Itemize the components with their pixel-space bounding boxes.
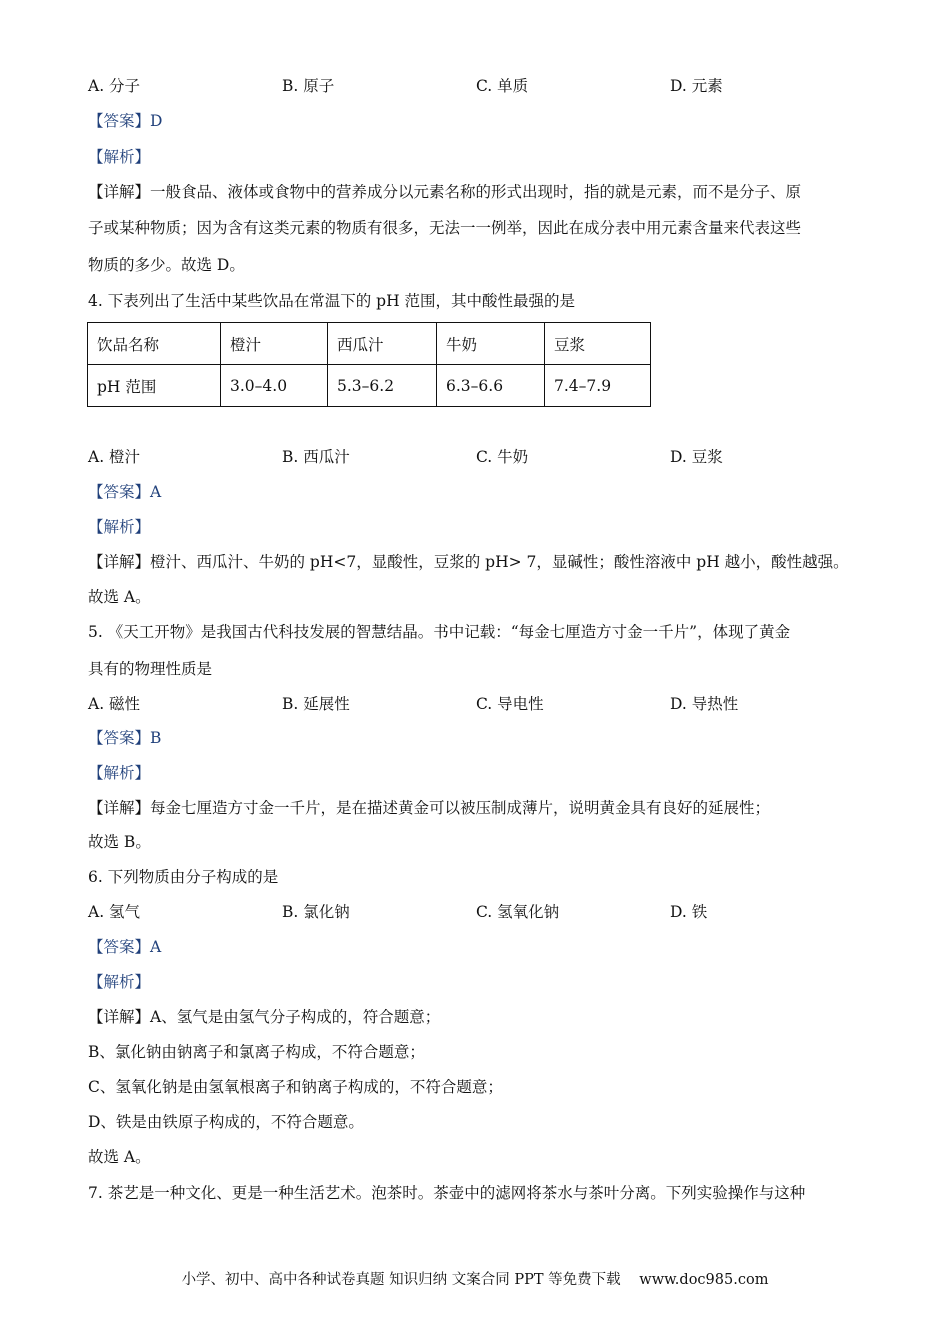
table-cell: pH 范围 — [88, 365, 221, 407]
table-cell: 西瓜汁 — [328, 323, 437, 365]
q5-option-c: C. 导电性 — [476, 695, 544, 713]
table-cell: 6.3–6.6 — [437, 365, 545, 407]
q4-option-a: A. 橙汁 — [88, 448, 141, 466]
q5-question-line: 5. 《天工开物》是我国古代科技发展的智慧结晶。书中记载：“每金七厘造方寸金一千片”，体现了黄金 — [88, 623, 791, 641]
q6-detail-line: 故选 A。 — [88, 1148, 151, 1166]
q3-analysis-label: 【解析】 — [88, 148, 151, 166]
q6-option-d: D. 铁 — [670, 903, 708, 921]
q4-analysis-label: 【解析】 — [88, 518, 151, 536]
q3-detail-line: 子或某种物质；因为含有这类元素的物质有很多，无法一一例举，因此在成分表中用元素含量来代表这些 — [88, 219, 802, 237]
q5-question-line: 具有的物理性质是 — [88, 660, 213, 678]
q5-option-d: D. 导热性 — [670, 695, 739, 713]
table-cell: 豆浆 — [545, 323, 651, 365]
ph-table — [87, 322, 651, 407]
q4-option-d: D. 豆浆 — [670, 448, 723, 466]
q5-detail-line: 故选 B。 — [88, 833, 151, 851]
q6-answer: 【答案】A — [88, 938, 162, 956]
q3-option-a: A. 分子 — [88, 77, 141, 95]
table-cell: 7.4–7.9 — [545, 365, 651, 407]
q6-option-a: A. 氢气 — [88, 903, 141, 921]
q3-option-c: C. 单质 — [476, 77, 529, 95]
q6-analysis-label: 【解析】 — [88, 973, 151, 991]
q5-option-a: A. 磁性 — [88, 695, 141, 713]
q5-analysis-label: 【解析】 — [88, 764, 151, 782]
table-row — [88, 365, 651, 407]
q5-answer: 【答案】B — [88, 729, 162, 747]
q3-option-d: D. 元素 — [670, 77, 723, 95]
q6-question: 6. 下列物质由分子构成的是 — [88, 868, 279, 886]
table-cell: 5.3–6.2 — [328, 365, 437, 407]
table-cell: 橙汁 — [221, 323, 328, 365]
q4-detail-line: 【详解】橙汁、西瓜汁、牛奶的 pH<7，显酸性，豆浆的 pH> 7，显碱性；酸性溶液中 pH 越小，酸性越强。 — [88, 553, 849, 571]
q6-option-b: B. 氯化钠 — [282, 903, 350, 921]
q6-option-c: C. 氢氧化钠 — [476, 903, 560, 921]
q4-option-b: B. 西瓜汁 — [282, 448, 350, 466]
q3-detail-line: 【详解】一般食品、液体或食物中的营养成分以元素名称的形式出现时，指的就是元素，而不是分子、原 — [88, 183, 802, 201]
q3-answer: 【答案】D — [88, 112, 163, 130]
q5-option-b: B. 延展性 — [282, 695, 350, 713]
footer-text: 小学、初中、高中各种试卷真题 知识归纳 文案合同 PPT 等免费下载 — [181, 1272, 621, 1288]
q7-question: 7. 茶艺是一种文化、更是一种生活艺术。泡茶时。茶壶中的滤网将茶水与茶叶分离。下列实验操作与这种 — [88, 1184, 806, 1202]
q4-question: 4. 下表列出了生活中某些饮品在常温下的 pH 范围，其中酸性最强的是 — [88, 292, 576, 310]
table-cell: 牛奶 — [437, 323, 545, 365]
q6-detail-line: B、氯化钠由钠离子和氯离子构成，不符合题意； — [88, 1043, 425, 1061]
footer-site-link[interactable]: www.doc985.com — [639, 1272, 769, 1288]
q6-detail-line: 【详解】A、氢气是由氢气分子构成的，符合题意； — [88, 1008, 441, 1026]
page-footer — [0, 1270, 950, 1290]
table-cell: 3.0–4.0 — [221, 365, 328, 407]
q3-detail-line: 物质的多少。故选 D。 — [88, 256, 245, 274]
q4-option-c: C. 牛奶 — [476, 448, 529, 466]
q4-detail-line: 故选 A。 — [88, 588, 151, 606]
table-row — [88, 323, 651, 365]
q6-detail-line: C、氢氧化钠是由氢氧根离子和钠离子构成的，不符合题意； — [88, 1078, 503, 1096]
q5-detail-line: 【详解】每金七厘造方寸金一千片，是在描述黄金可以被压制成薄片，说明黄金具有良好的延展性； — [88, 799, 771, 817]
q3-option-b: B. 原子 — [282, 77, 335, 95]
q6-detail-line: D、铁是由铁原子构成的，不符合题意。 — [88, 1113, 364, 1131]
table-cell: 饮品名称 — [88, 323, 221, 365]
q4-answer: 【答案】A — [88, 483, 162, 501]
